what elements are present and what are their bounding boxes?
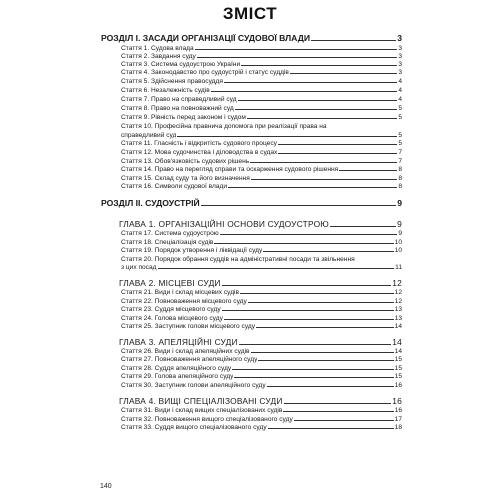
toc-entry-page: 5 <box>398 105 402 112</box>
toc-article-entry <box>121 230 402 237</box>
toc-article-entry <box>121 356 402 363</box>
toc-entry-page: 10 <box>394 238 402 246</box>
toc-entry-label: Стаття 18. Спеціалізація судів <box>121 238 214 246</box>
toc-entry-label: Стаття 20. Порядок обрання суддів на адміністративні посади та звільнення <box>121 255 355 263</box>
toc-entry-label: Стаття 25. Заступник голови місцевого суду <box>121 323 256 330</box>
toc-article-entry <box>121 123 402 130</box>
toc-section-entry <box>101 33 402 43</box>
toc-entry-label: ГЛАВА 1. ОРГАНІЗАЦІЙНІ ОСНОВИ СУДОУСТРОЮ <box>119 219 329 229</box>
toc-article-entry <box>121 69 402 76</box>
toc-entry-label: Стаття 32. Повноваження вищого спеціалізованого суду <box>121 415 293 423</box>
toc-entry-label: Стаття 14. Право на перегляд справи та оскарження судового рішення <box>121 166 339 173</box>
toc-leader-line <box>247 118 397 119</box>
toc-article-entry <box>121 365 402 372</box>
toc-entry-page: 18 <box>394 424 402 431</box>
toc-entry-page: 3 <box>398 45 402 52</box>
toc-article-entry <box>121 166 402 173</box>
toc-entry-label: Стаття 19. Порядок утворення і ліквідації суду <box>121 247 263 254</box>
toc-entry-label: Стаття 29. Голова апеляційного суду <box>121 373 234 380</box>
toc-leader-line <box>267 386 394 387</box>
toc-entry-label: РОЗДІЛ ІІ. СУДОУСТРІЙ <box>101 198 200 208</box>
toc-article-entry <box>121 158 402 165</box>
toc-article-entry <box>121 247 402 254</box>
toc-article-entry <box>121 149 402 156</box>
toc-leader-line <box>256 327 394 328</box>
toc-leader-line <box>222 310 394 311</box>
toc-entry-page: 9 <box>398 230 402 237</box>
toc-entry-label: Стаття 9. Рівність перед законом і судом <box>121 114 246 121</box>
toc-leader-line <box>263 251 393 252</box>
toc-article-entry <box>121 105 402 112</box>
toc-entry-page: 11 <box>395 264 402 271</box>
toc-entry-label: Стаття 23. Суддя місцевого суду <box>121 306 221 313</box>
toc-entry-label: Стаття 28. Суддя апеляційного суду <box>121 364 232 372</box>
toc-leader-line <box>222 285 392 286</box>
toc-leader-line <box>228 187 397 188</box>
toc-article-entry <box>121 416 402 423</box>
toc-leader-line <box>234 377 393 378</box>
toc-entry-page: 4 <box>398 87 402 94</box>
toc-entry-label: Стаття 3. Система судоустрою України <box>121 61 241 68</box>
toc-leader-line <box>195 49 398 50</box>
toc-entry-page: 5 <box>398 132 402 139</box>
toc-leader-line <box>339 170 397 171</box>
toc-entry-page: 12 <box>394 297 402 305</box>
toc-article-entry <box>121 424 402 431</box>
toc-leader-line <box>224 82 397 83</box>
toc-leader-line <box>294 420 394 421</box>
toc-entry-page: 16 <box>394 381 402 389</box>
toc-entry-label: Стаття 2. Завдання суду <box>121 52 196 60</box>
toc-leader-line <box>251 352 394 353</box>
toc-entry-page: 16 <box>392 396 402 406</box>
toc-entry-page: 9 <box>397 198 402 208</box>
toc-leader-line <box>214 243 393 244</box>
toc-entry-page: 4 <box>398 78 402 85</box>
toc-entry-label: Стаття 15. Склад суду та його визначення <box>121 174 250 182</box>
toc-entry-page: 14 <box>392 337 402 347</box>
toc-article-entry <box>121 140 402 147</box>
toc-leader-line <box>239 344 392 345</box>
toc-entry-page: 13 <box>394 306 402 313</box>
toc-entry-label: Стаття 10. Професійна правнича допомога при реалізації права на <box>121 123 327 130</box>
toc-article-entry <box>121 132 402 139</box>
toc-chapter-entry <box>119 337 402 347</box>
toc-entry-page: 15 <box>394 356 402 363</box>
toc-article-entry <box>121 315 402 322</box>
toc-leader-line <box>158 268 395 269</box>
toc-article-entry <box>121 239 402 246</box>
toc-entry-page: 15 <box>394 364 402 372</box>
toc-entry-label: Стаття 30. Заступник голови апеляційного суду <box>121 381 266 389</box>
toc-entry-label: Стаття 17. Система судоустрою <box>121 230 219 237</box>
toc-entry-page: 12 <box>394 289 402 296</box>
toc-leader-line <box>201 205 397 206</box>
toc-entry-label: Стаття 12. Мова судочинства і діловодства в судах <box>121 149 278 156</box>
toc-entry-page: 13 <box>394 314 402 322</box>
toc-leader-line <box>290 73 397 74</box>
toc-entry-page: 5 <box>398 114 402 121</box>
toc-entry-page: 15 <box>394 373 402 380</box>
toc-entry-label: Стаття 33. Суддя вищого спеціалізованого суду <box>121 424 267 431</box>
toc-leader-line <box>248 302 394 303</box>
toc-entry-page: 10 <box>394 247 402 254</box>
toc-article-entry <box>121 306 402 313</box>
toc-entry-page: 3 <box>398 69 402 76</box>
toc-entry-page: 8 <box>398 174 402 182</box>
toc-leader-line <box>250 162 397 163</box>
page-title: ЗМІСТ <box>222 4 278 23</box>
toc-article-entry <box>121 289 402 296</box>
toc-entry-label: Стаття 5. Здійснення правосуддя <box>121 78 223 85</box>
toc-article-entry <box>121 348 402 355</box>
toc-entry-page: 3 <box>398 52 402 60</box>
toc-entry-label: Стаття 21. Види і склад місцевих судів <box>121 289 240 296</box>
toc-article-entry <box>121 175 402 182</box>
toc-entry-label: РОЗДІЛ І. ЗАСАДИ ОРГАНІЗАЦІЇ СУДОВОЇ ВЛАДИ <box>101 33 311 43</box>
toc-article-entry <box>121 373 402 380</box>
toc-article-entry <box>121 114 402 121</box>
toc-entry-label: Стаття 22. Повноваження місцевого суду <box>121 297 247 305</box>
toc-article-entry <box>121 53 402 60</box>
toc-leader-line <box>311 40 396 41</box>
toc-article-entry <box>121 61 402 68</box>
toc-leader-line <box>241 65 397 66</box>
toc-entry-label: ГЛАВА 2. МІСЦЕВІ СУДИ <box>119 278 221 288</box>
toc-entry-label: Стаття 8. Право на повноважний суд <box>121 105 234 112</box>
toc-article-entry <box>121 298 402 305</box>
toc-entry-page: 3 <box>398 61 402 68</box>
toc-leader-line <box>278 153 397 154</box>
toc-entry-label: Стаття 6. Незалежність судів <box>121 87 210 94</box>
toc-leader-line <box>268 428 394 429</box>
toc-section-entry <box>101 198 402 208</box>
toc-article-entry <box>121 407 402 414</box>
toc-entry-label: з цих посад <box>121 264 157 271</box>
toc-leader-line <box>251 179 398 180</box>
toc-article-entry <box>121 323 402 330</box>
toc-article-entry <box>121 96 402 103</box>
toc-leader-line <box>283 411 393 412</box>
toc-entry-page: 5 <box>398 140 402 147</box>
toc-entry-page: 7 <box>398 149 402 156</box>
toc-leader-line <box>224 319 394 320</box>
toc-entry-label: ГЛАВА 4. ВИЩІ СПЕЦІАЛІЗОВАНІ СУДИ <box>119 396 283 406</box>
toc-entry-label: справедливий суд <box>121 132 177 139</box>
toc-chapter-entry <box>119 219 402 229</box>
toc-leader-line <box>240 293 394 294</box>
toc-article-entry <box>121 256 402 263</box>
toc-entry-page: 4 <box>398 96 402 103</box>
toc-entry-page: 3 <box>397 33 402 43</box>
toc-leader-line <box>238 100 398 101</box>
toc-article-entry <box>121 45 402 52</box>
toc-entry-page: 8 <box>398 166 402 173</box>
toc-leader-line <box>330 226 396 227</box>
toc-article-entry <box>121 382 402 389</box>
toc-entry-label: Стаття 31. Види і склад вищих спеціалізованих судів <box>121 407 283 414</box>
toc-leader-line <box>258 360 393 361</box>
toc-entry-page: 9 <box>397 219 402 229</box>
toc-entry-label: Стаття 26. Види і склад апеляційних судів <box>121 347 250 355</box>
toc-entry-page: 17 <box>394 415 402 423</box>
toc-entry-page: 8 <box>398 183 402 190</box>
toc-entry-label: Стаття 16. Символи судової влади <box>121 183 228 190</box>
toc-entry-label: Стаття 7. Право на справедливий суд <box>121 96 237 103</box>
toc-article-entry <box>121 87 402 94</box>
toc-entry-page: 14 <box>394 347 402 355</box>
toc-leader-line <box>211 91 398 92</box>
toc-entry-label: Стаття 4. Законодавство про судоустрій і статус суддів <box>121 69 289 76</box>
toc-entry-page: 12 <box>392 278 402 288</box>
toc-article-entry <box>121 264 402 271</box>
toc-chapter-entry <box>119 278 402 288</box>
toc-leader-line <box>197 57 398 58</box>
toc-article-entry <box>121 78 402 85</box>
toc-leader-line <box>220 234 398 235</box>
toc-article-entry <box>121 183 402 190</box>
toc-entry-label: Стаття 24. Голова місцевого суду <box>121 314 223 322</box>
toc-leader-line <box>232 369 393 370</box>
toc-entry-page: 7 <box>398 157 402 165</box>
toc-leader-line <box>235 109 398 110</box>
toc-entry-label: Стаття 1. Судова влада <box>121 45 194 52</box>
toc-leader-line <box>284 403 392 404</box>
toc-chapter-entry <box>119 396 402 406</box>
toc-entry-label: Стаття 13. Обов'язковість судових рішень <box>121 157 250 165</box>
toc-leader-line <box>177 136 397 137</box>
toc-leader-line <box>278 144 397 145</box>
toc-entry-label: ГЛАВА 3. АПЕЛЯЦІЙНІ СУДИ <box>119 337 238 347</box>
toc-entry-label: Стаття 11. Гласність і відкритість судового процесу <box>121 140 277 147</box>
page-number: 140 <box>100 483 112 490</box>
toc-entry-page: 16 <box>394 407 402 414</box>
toc-entry-label: Стаття 27. Повноваження апеляційного суду <box>121 356 258 363</box>
toc-entry-page: 14 <box>394 323 402 330</box>
